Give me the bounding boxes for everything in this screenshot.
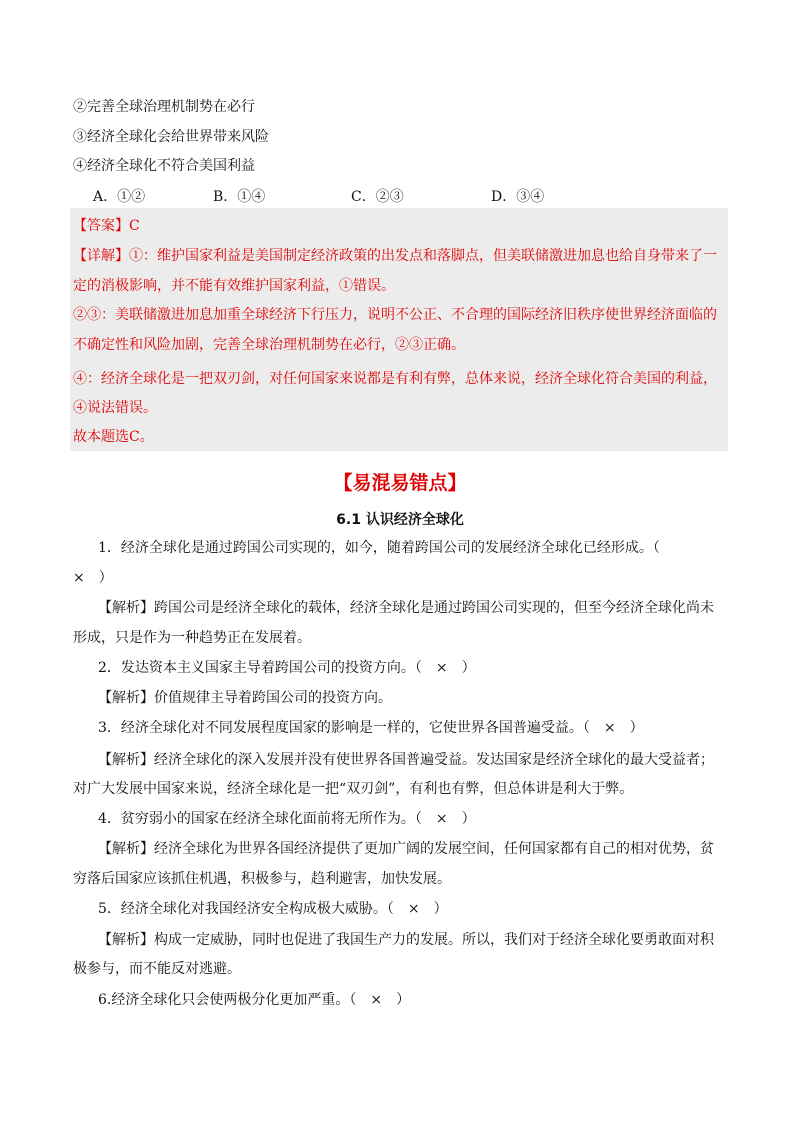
item-analysis: 【解析】价值规律主导着跨国公司的投资方向。: [98, 690, 392, 706]
explanation-line: ④说法错误。: [73, 400, 157, 416]
item-analysis: 【解析】经济全球化为世界各国经济提供了更加广阔的发展空间，任何国家都有自己的相对优势，贫: [98, 841, 714, 857]
choice-d: D．③④: [491, 189, 545, 205]
item-question: 1．经济全球化是通过跨国公司实现的，如今，随着跨国公司的发展经济全球化已经形成。（: [98, 540, 660, 556]
item-analysis-cont: 穷落后国家应该抓住机遇，积极参与，趋利避害，加快发展。: [73, 871, 451, 887]
explanation-line: 定的消极影响，并不能有效维护国家利益，①错误。: [73, 278, 395, 294]
item-analysis-cont: 形成，只是作为一种趋势正在发展着。: [73, 630, 311, 646]
explanation-line: ④：经济全球化是一把双刃剑，对任何国家来说都是有利有弊，总体来说，经济全球化符合美国的利益，: [73, 371, 717, 387]
option-line-4: ④经济全球化不符合美国利益: [73, 158, 255, 174]
item-analysis-cont: 对广大发展中国家来说，经济全球化是一把“双刃剑”，有利也有弊，但总体讲是利大于弊。: [73, 781, 634, 797]
explanation-line: 不确定性和风险加剧，完善全球治理机制势在必行，②③正确。: [73, 337, 465, 353]
explanation-conclusion: 故本题选C。: [73, 429, 154, 445]
choice-c: C．②③: [351, 189, 404, 205]
choice-b: B．①④: [213, 189, 266, 205]
answer-label: 【答案】C: [73, 218, 140, 234]
item-analysis-cont: 极参与，而不能反对逃避。: [73, 961, 241, 977]
section-subtitle: 6.1 认识经济全球化: [336, 512, 464, 528]
item-question: 2．发达资本主义国家主导着跨国公司的投资方向。（ × ）: [98, 660, 476, 676]
option-line-2: ②完善全球治理机制势在必行: [73, 99, 255, 115]
explanation-line: ②③：美联储激进加息加重全球经济下行压力，说明不公正、不合理的国际经济旧秩序使世界经济面临的: [73, 307, 717, 323]
choice-a: A．①②: [93, 189, 146, 205]
option-line-3: ③经济全球化会给世界带来风险: [73, 129, 269, 145]
item-analysis: 【解析】构成一定威胁，同时也促进了我国生产力的发展。所以，我们对于经济全球化要勇敢面对积: [98, 932, 714, 948]
item-analysis: 【解析】跨国公司是经济全球化的载体，经济全球化是通过跨国公司实现的，但至今经济全球化尚未: [98, 600, 714, 616]
answer-box: [70, 208, 728, 451]
item-question: 6.经济全球化只会使两极分化更加严重。（ × ）: [98, 992, 411, 1008]
section-title: 【易混易错点】: [333, 472, 467, 494]
item-question: 3．经济全球化对不同发展程度国家的影响是一样的，它使世界各国普遍受益。（ × ）: [98, 720, 644, 736]
item-analysis: 【解析】经济全球化的深入发展并没有使世界各国普遍受益。发达国家是经济全球化的最大受益者；: [98, 752, 714, 768]
item-question-cont: × ）: [73, 570, 113, 586]
item-question: 5．经济全球化对我国经济安全构成极大威胁。（ × ）: [98, 901, 448, 917]
explanation-line: 【详解】①：维护国家利益是美国制定经济政策的出发点和落脚点，但美联储激进加息也给自身带来了一: [73, 248, 717, 264]
item-question: 4．贫穷弱小的国家在经济全球化面前将无所作为。（ × ）: [98, 811, 476, 827]
